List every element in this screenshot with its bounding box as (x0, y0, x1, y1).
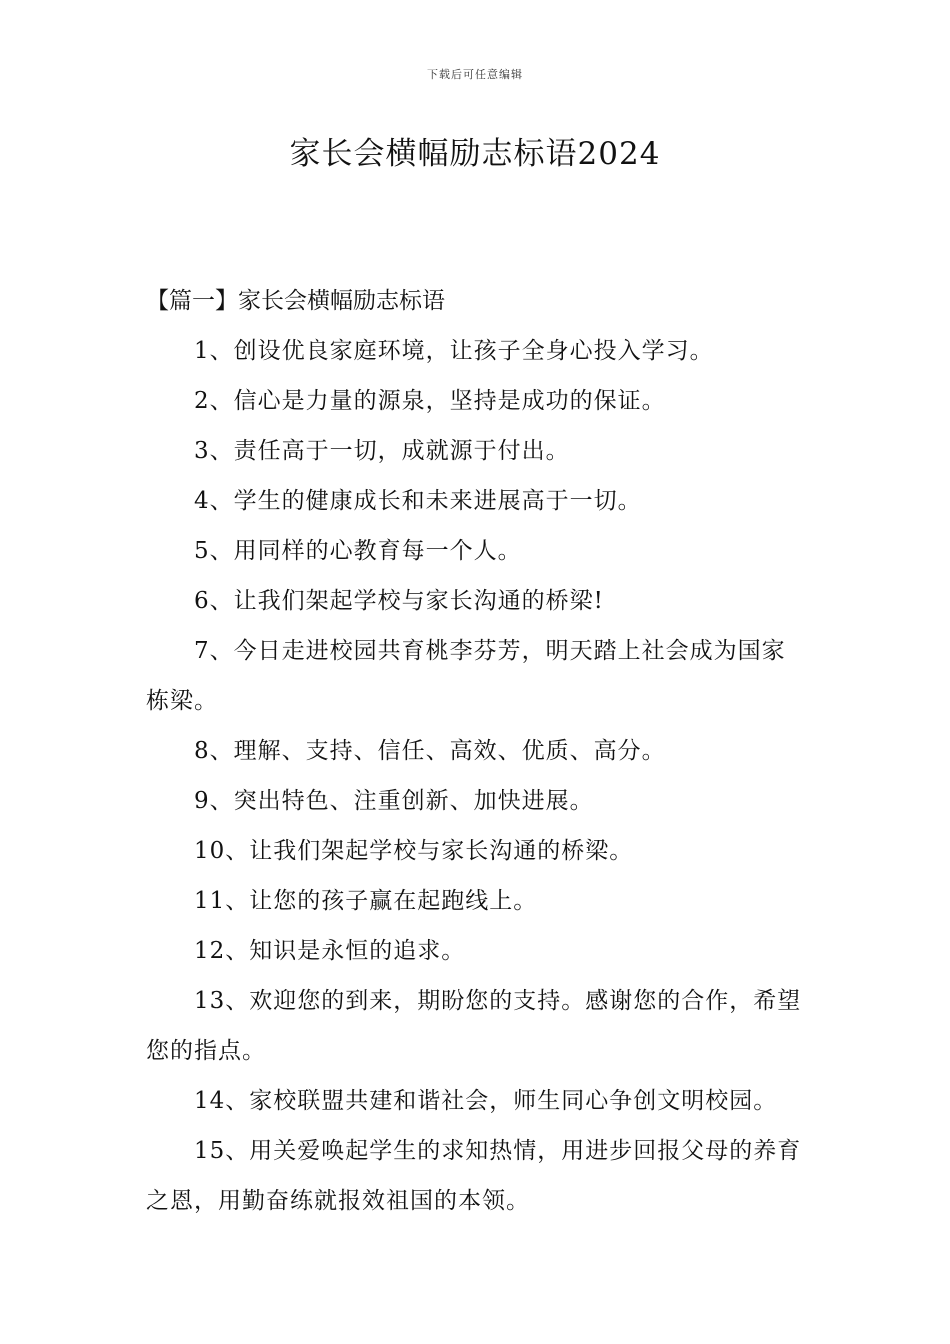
list-item: 14、家校联盟共建和谐社会，师生同心争创文明校园。 (194, 1088, 778, 1114)
document-title: 家长会横幅励志标语2024 (289, 136, 661, 172)
list-item: 9、突出特色、注重创新、加快进展。 (194, 788, 594, 814)
list-item: 7、今日走进校园共育桃李芬芳，明天踏上社会成为国家栋梁。 (146, 638, 786, 714)
list-item: 4、学生的健康成长和未来进展高于一切。 (194, 488, 642, 514)
list-item: 10、让我们架起学校与家长沟通的桥梁。 (194, 838, 634, 864)
list-item: 8、理解、支持、信任、高效、优质、高分。 (194, 738, 666, 764)
list-item: 3、责任高于一切，成就源于付出。 (194, 438, 570, 464)
list-item: 2、信心是力量的源泉，坚持是成功的保证。 (194, 388, 666, 414)
document-body (146, 276, 808, 1226)
list-item: 15、用关爱唤起学生的求知热情，用进步回报父母的养育之恩，用勤奋练就报效祖国的本领。 (146, 1138, 802, 1214)
list-item: 5、用同样的心教育每一个人。 (194, 538, 522, 564)
header-note: 下载后可任意编辑 (427, 68, 523, 81)
list-item: 13、欢迎您的到来，期盼您的支持。感谢您的合作，希望您的指点。 (146, 988, 802, 1064)
list-item: 12、知识是永恒的追求。 (194, 938, 466, 964)
list-item: 1、创设优良家庭环境，让孩子全身心投入学习。 (194, 338, 714, 364)
list-item: 11、让您的孩子赢在起跑线上。 (194, 888, 538, 914)
list-item: 6、让我们架起学校与家长沟通的桥梁! (194, 588, 604, 614)
section-heading: 【篇一】家长会横幅励志标语 (146, 288, 445, 314)
